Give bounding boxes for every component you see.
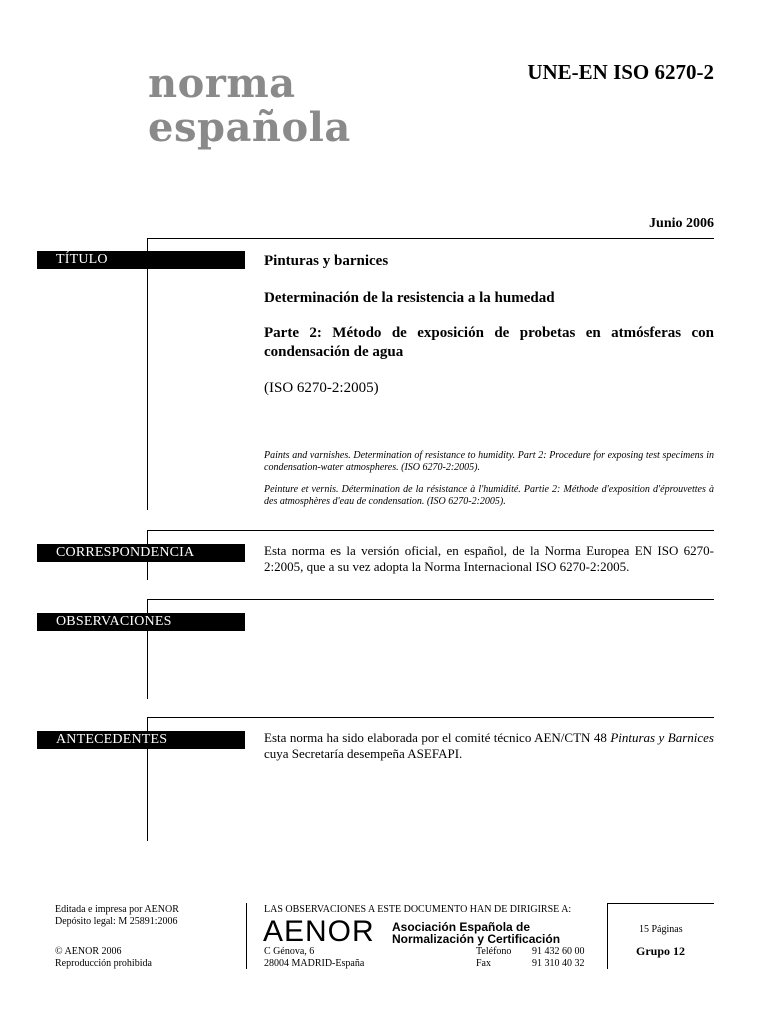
title-line-2: Determinación de la resistencia a la humedad (264, 290, 555, 306)
footer-fax-label: Fax (476, 958, 491, 969)
divider-antecedentes (147, 717, 714, 718)
footer-divider-right (607, 903, 608, 969)
aenor-logo: AENOR (263, 915, 375, 948)
standard-code: UNE-EN ISO 6270-2 (527, 60, 714, 84)
footer-divider-left (246, 903, 247, 969)
label-observaciones: OBSERVACIONES (37, 613, 245, 631)
footer-edited: Editada e impresa por AENOR (55, 904, 179, 915)
publication-date: Junio 2006 (649, 216, 714, 231)
english-title: Paints and varnishes. Determination of resistance to humidity. Part 2: Procedure for exposing test specimens in condensation-water atmospheres. (ISO 6270-2:2005). (264, 450, 714, 473)
footer-telephone-label: Teléfono (476, 946, 512, 957)
title-line-1: Pinturas y barnices (264, 253, 389, 269)
footer-address-1: C Génova, 6 (264, 946, 315, 957)
antecedentes-text-pre: Esta norma ha sido elaborada por el comité técnico AEN/CTN 48 (264, 730, 611, 745)
aenor-subtitle-2: Normalización y Certificación (392, 932, 561, 946)
footer-deposito: Depósito legal: M 25891:2006 (55, 916, 178, 927)
divider-titulo (147, 238, 714, 239)
brand-line-1: norma (148, 60, 296, 107)
footer-reproduccion: Reproducción prohibida (55, 958, 152, 969)
iso-reference: (ISO 6270-2:2005) (264, 380, 379, 396)
footer-fax-value: 91 310 40 32 (532, 958, 585, 969)
footer-telephone-value: 91 432 60 00 (532, 946, 585, 957)
footer-address-2: 28004 MADRID-España (264, 958, 365, 969)
label-titulo: TÍTULO (37, 251, 245, 269)
label-antecedentes: ANTECEDENTES (37, 731, 245, 749)
antecedentes-text (264, 730, 714, 762)
group-number: Grupo 12 (636, 944, 686, 958)
label-correspondencia: CORRESPONDENCIA (37, 544, 245, 562)
french-title: Peinture et vernis. Détermination de la résistance à l'humidité. Partie 2: Méthode d'exposition d'éprouvettes à des atmosphères d'eau de condensation. (ISO 6270-2:2005). (264, 484, 714, 507)
divider-observaciones (147, 599, 714, 600)
vertical-rule-titulo (147, 238, 148, 510)
footer-copyright: © AENOR 2006 (55, 946, 122, 957)
antecedentes-committee-name: Pinturas y Barnices (610, 730, 714, 745)
correspondencia-text: Esta norma es la versión oficial, en español, de la Norma Europea EN ISO 6270-2:2005, que a su vez adopta la Norma Internacional ISO 6270-2:2005. (264, 543, 714, 574)
antecedentes-text-post: cuya Secretaría desempeña ASEFAPI. (264, 746, 463, 761)
divider-correspondencia (147, 530, 714, 531)
brand-line-2: española (148, 104, 351, 151)
title-line-3: Parte 2: Método de exposición de probetas en atmósferas con condensación de agua (264, 325, 714, 360)
page-count: 15 Páginas (639, 924, 683, 935)
aenor-subtitle-1: Asociación Española de (392, 920, 531, 934)
footer-box-top (607, 903, 714, 904)
footer-observaciones-header: LAS OBSERVACIONES A ESTE DOCUMENTO HAN DE DIRIGIRSE A: (264, 904, 572, 915)
